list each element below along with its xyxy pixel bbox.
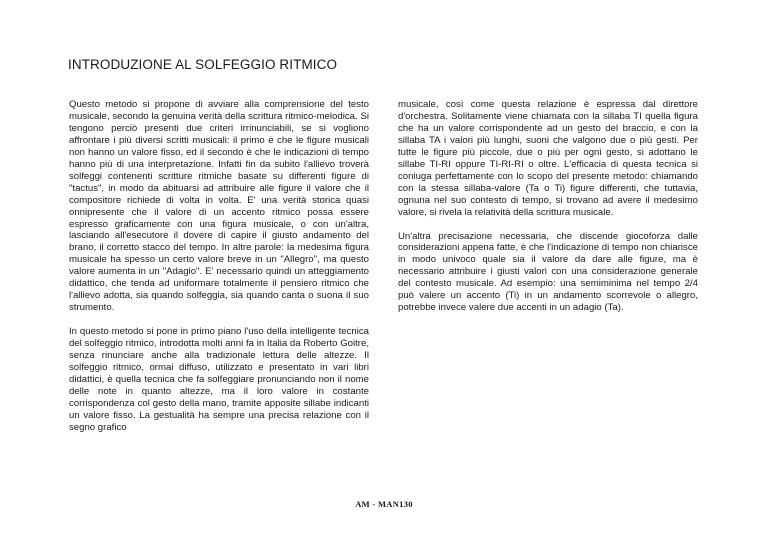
right-column xyxy=(398,99,698,314)
left-column xyxy=(69,99,369,434)
left-paragraph-2: In questo metodo si pone in primo piano l'uso della intelligente tecnica del solfeggio ritmico, introdotta molti anni fa in Italia da Roberto Goitre, senza rinunciare anche alla tradizionale lettura delle altezze. Il solfeggio ritmico, ormai diffuso, utilizzato e presentato in vari libri didattici, è quella tecnica che fa solfeggiare pronunciando non il nome delle note in quanto altezze, ma il loro valore in costante corrispondenza col gesto della mano, tramite apposite sillabe indicanti un valore fisso. La gestualità ha sempre una precisa relazione con il segno grafico xyxy=(69,326,369,433)
title-part-solfeggio: AL SOLFEGGIO RITMICO xyxy=(175,57,338,72)
right-paragraph-1: musicale, così come questa relazione è espressa dal direttore d'orchestra. Solitamente viene chiamata con la sillaba TI quella figura che ha un valore corrispondente ad un gesto del braccio, e con la sillaba TA i valori più lunghi, suoni che valgono due o più gesti. Per tutte le figure più piccole, due o più per ogni gesto, si adottano le sillabe TI-RI oppure TI-RI-RI o oltre. L'efficacia di questa tecnica si coniuga perfettamente con lo scopo del presente metodo: chiamando con la stessa sillaba-valore (Ta o Ti) figure differenti, che tuttavia, ognuna nel suo contesto di tempo, si trovano ad avere il medesimo valore, si rivela la relatività della scrittura musicale. xyxy=(398,99,698,218)
title-part-introduzione: INTRODUZIONE xyxy=(68,57,172,72)
page-title xyxy=(68,57,337,72)
footer-code: AM - MAN130 xyxy=(355,499,413,509)
right-paragraph-2: Un'altra precisazione necessaria, che discende giocoforza dalle considerazioni appena fatte, è che l'indicazione di tempo non chiarisce in modo univoco quale sia il valore da dare alle figure, ma è necessario attribuire i giusti valori con una considerazione generale del contesto musicale. Ad esempio: una semiminima nel tempo 2/4 può valere un accento (Ti) in un andamento scorrevole o allegro, potrebbe invece valere due accenti in un adagio (Ta). xyxy=(398,230,698,314)
left-paragraph-1: Questo metodo si propone di avviare alla comprensione del testo musicale, secondo la genuina verità della scrittura ritmico-melodica. Si tengono perciò presenti due criteri irrinunciabili, se si vogliono affrontare i più diversi scritti musicali: il primo è che le figure musicali non hanno un valore fisso, ed il secondo è che le indicazioni di tempo hanno più di una interpretazione. Infatti fin da subito l'allievo troverà solfeggi contenenti scritture ritmiche basate su differenti figure di "tactus", in modo da abituarsi ad attribuire alle figure il valore che il compositore richiede di volta in volta. E' una verità storica quasi onnipresente che il valore di un accento ritmico possa essere espresso graficamente con una figura musicale, o con un'altra, lasciando all'esecutore il dovere di capire il giusto andamento del brano, il corretto stacco del tempo. In altre parole: la medesima figura musicale ha spesso un certo valore breve in un "Allegro", ma questo valore aumenta in un "Adagio". E' necessario quindi un atteggiamento didattico, che tenda ad uniformare totalmente il pensiero ritmico che l'allievo adotta, sia quando solfeggia, sia quando canta o suona il suo strumento. xyxy=(69,99,369,314)
